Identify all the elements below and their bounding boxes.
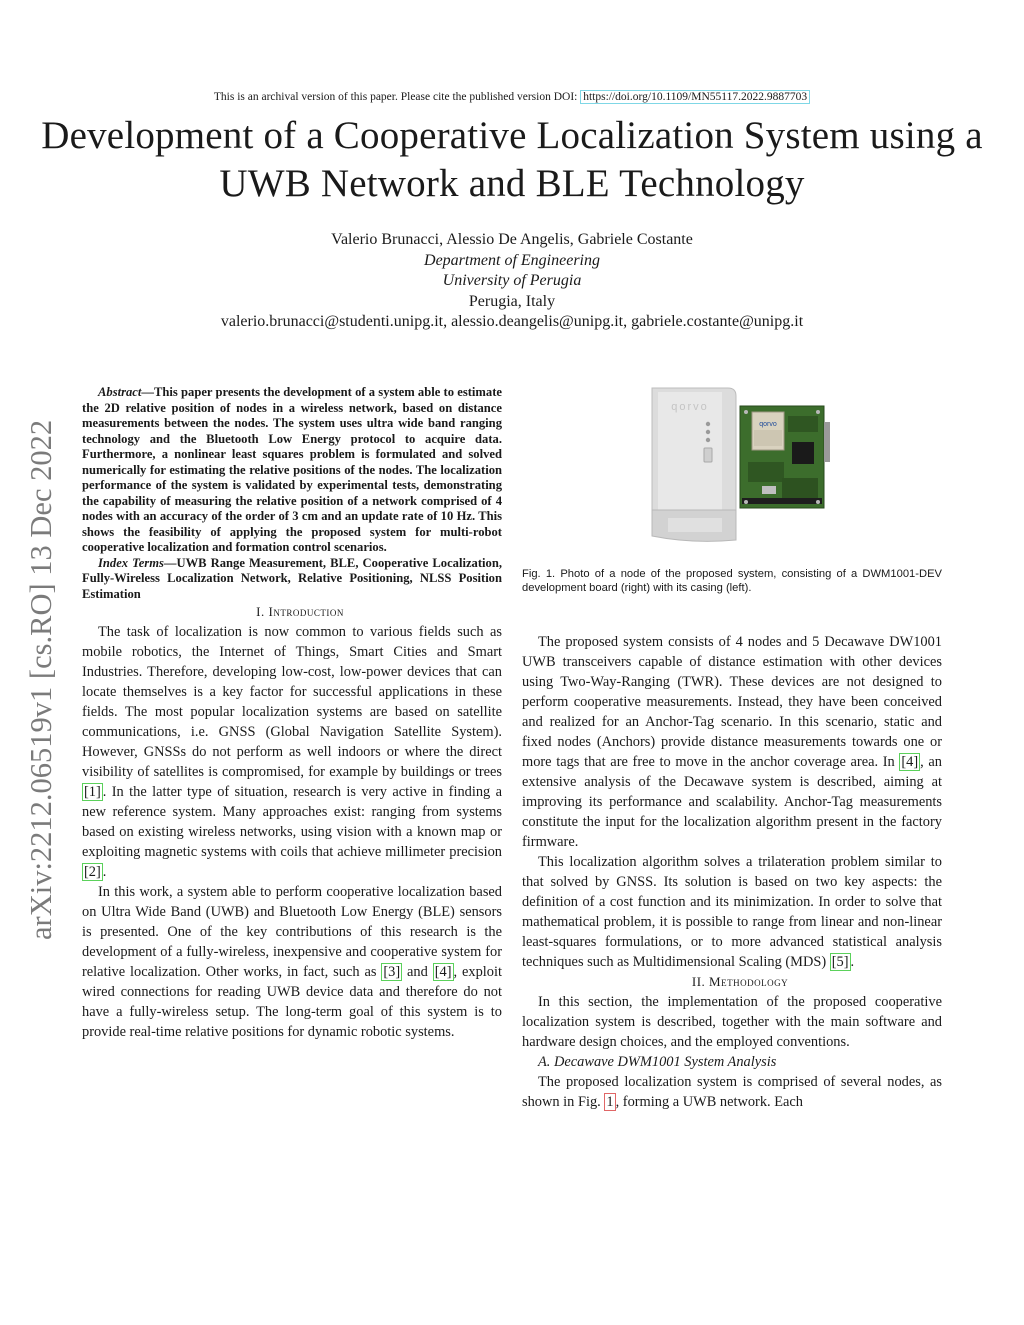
figure-reference-link[interactable]: 1 <box>606 1094 614 1110</box>
section-heading-introduction: I. Introduction <box>256 604 344 619</box>
right-column <box>522 632 942 1112</box>
index-terms-text: UWB Range Measurement, BLE, Cooperative Localization, Fully-Wireless Localization Network, Relative Positioning, NLSS Position Estimation <box>82 555 502 601</box>
intro-p2-text-c: , exploit wired connections for reading UWB device data and therefore do not have a fully-wireless setup. The long-term goal of this system is to provide real-time relative positions for dynamic robotic systems. <box>82 964 502 1040</box>
author-location: Perugia, Italy <box>468 292 556 310</box>
abstract-text: This paper presents the development of a system able to estimate the 2D relative position of nodes in a wireless network, based on distance measurements between the nodes. The system uses ultra wide band ranging technology and the Bluetooth Low Energy protocol to acquire data. Furthermore, a nonlinear least squares problem is formulated and solved numerically for estimating the relative positions of the nodes. The localization performance of the system is validated by experimental tests, demonstrating the capability of measuring the relative position of a network comprised of 4 nodes with an accuracy of the order of 3 cm and an update rate of 10 Hz. This shows the feasibility of applying the proposed system for multi-robot cooperative localization and formation control scenarios. <box>82 385 502 554</box>
right-p1-text-b: , an extensive analysis of the Decawave system is described, aiming at improving its performance and scalability. Anchor-Tag measurements constitute the input for the localization algorithm present in the factory firmware. <box>522 754 942 850</box>
citation-link[interactable]: [2] <box>84 864 101 880</box>
method-p2-text-a: The proposed localization system is comprised of several nodes, as shown in Fig. <box>522 1074 942 1110</box>
right-p2-text-b: . <box>850 954 855 970</box>
arxiv-stamp: arXiv:2212.06519v1 [cs.RO] 13 Dec 2022 <box>24 419 58 940</box>
citation-link[interactable]: [3] <box>383 964 401 980</box>
figure-1-photo <box>612 382 842 552</box>
author-names: Valerio Brunacci, Alessio De Angelis, Gabriele Costante <box>331 231 693 248</box>
archival-notice-text: This is an archival version of this paper. Please cite the published version DOI: <box>213 91 578 103</box>
casing-illustration <box>652 388 736 541</box>
index-terms-label: Index Terms <box>98 555 164 570</box>
index-terms: Index Terms—UWB Range Measurement, BLE, Cooperative Localization, Fully-Wireless Localization Network, Relative Positioning, NLSS Position Estimation <box>82 555 502 601</box>
methodology-paragraph-2 <box>522 1072 942 1112</box>
subsection-heading-a: A. Decawave DWM1001 System Analysis <box>538 1054 777 1070</box>
methodology-paragraph-1: In this section, the implementation of the proposed cooperative localization system is described, together with the main software and hardware design choices, and the employed conventions. <box>522 994 942 1050</box>
figure-1-caption: Fig. 1. Photo of a node of the proposed system, consisting of a DWM1001-DEV development board (right) with its casing (left). <box>522 568 942 594</box>
casing-logo-text: qorvo <box>671 401 709 413</box>
abstract-label: Abstract <box>98 385 142 399</box>
author-emails: valerio.brunacci@studenti.unipg.it, alessio.deangelis@unipg.it, gabriele.costante@unipg.it <box>220 313 804 330</box>
right-intro-paragraph-1 <box>522 632 942 852</box>
citation-link[interactable]: [5] <box>831 954 849 970</box>
author-department: Department of Engineering <box>424 251 600 269</box>
citation-link[interactable]: [1] <box>84 784 101 800</box>
paper-title: Development of a Cooperative Localization System using a UWB Network and BLE Technology <box>41 114 983 205</box>
right-p1-text-a: The proposed system consists of 4 nodes and 5 Decawave DW1001 UWB transceivers capable of distance estimation with other devices using Two-Way-Ranging (TWR). These devices are not designed to perform cooperative measurements. Instead, they have been conceived and realized for an Anchor-Tag scenario. In this scenario, static and fixed nodes (Anchors) provide distance measurements towards one or more tags that are free to move in the anchor coverage area. In <box>522 634 942 770</box>
author-university: University of Perugia <box>442 272 582 289</box>
right-p2-text-a: This localization algorithm solves a trilateration problem similar to that solved by GNSS. Its solution is based on two key aspects: the definition of a cost function and its minimization. In order to solve that mathematical problem, it is possible to range from linear and non-linear least-squares formulations, or to more advanced statistical analysis techniques such as Multidimensional Scaling (MDS) <box>522 854 942 970</box>
right-intro-paragraph-2 <box>522 852 942 972</box>
doi-link[interactable]: https://doi.org/10.1109/MN55117.2022.9887703 <box>580 90 810 104</box>
intro-p2-text-a: In this work, a system able to perform cooperative localization based on Ultra Wide Band (UWB) and Bluetooth Low Energy (BLE) sensors is presented. One of the key contributions of this research is the development of a fully-wireless, inexpensive and cooperative system for relative localization. Other works, in fact, such as <box>82 884 502 980</box>
intro-p1-text-a: The task of localization is now common to various fields such as mobile robotics, the Internet of Things, Smart Cities and Smart Industries. Therefore, developing low-cost, low-power devices that can locate themselves is a key factor for successful applications in these fields. The most popular localization systems are based on satellite communications, i.e. GNSS (Global Navigation Satellite System). However, GNSSs do not perform as well indoors or where the direct visibility of satellites is compromised, for example by buildings or trees <box>82 624 502 780</box>
node-photo-illustration <box>612 382 842 552</box>
intro-p1-text-c: . <box>102 864 107 880</box>
board-logo-text: qorvo <box>759 421 777 428</box>
left-column <box>82 385 502 1042</box>
archival-notice <box>0 89 1024 105</box>
citation-link[interactable]: [4] <box>901 754 919 770</box>
intro-paragraph-1 <box>82 622 502 882</box>
citation-link[interactable]: [4] <box>434 964 452 980</box>
board-illustration <box>740 406 830 508</box>
abstract: Abstract—This paper presents the development of a system able to estimate the 2D relative position of nodes in a wireless network, based on distance measurements between the nodes. The system uses ultra wide band ranging technology and the Bluetooth Low Energy protocol to acquire data. Furthermore, a nonlinear least squares problem is formulated and solved numerically for estimating the relative positions of the nodes. The localization performance of the system is validated by experimental tests, demonstrating the capability of measuring the relative position of a network comprised of 4 nodes with an accuracy of the order of 3 cm and an update rate of 10 Hz. This shows the feasibility of applying the proposed system for multi-robot cooperative localization and formation control scenarios. <box>82 385 502 554</box>
intro-p2-text-b: and <box>402 964 433 980</box>
intro-p1-text-b: . In the latter type of situation, research is very active in finding a new reference system. Many approaches exist: ranging from systems based on existing wireless networks, using vision with a known map or exploiting magnetic systems with coils that achieve millimeter precision <box>82 784 502 860</box>
author-block <box>0 230 1024 333</box>
intro-paragraph-2 <box>82 882 502 1042</box>
section-heading-methodology: II. Methodology <box>691 974 789 989</box>
method-p2-text-b: , forming a UWB network. Each <box>615 1094 804 1110</box>
